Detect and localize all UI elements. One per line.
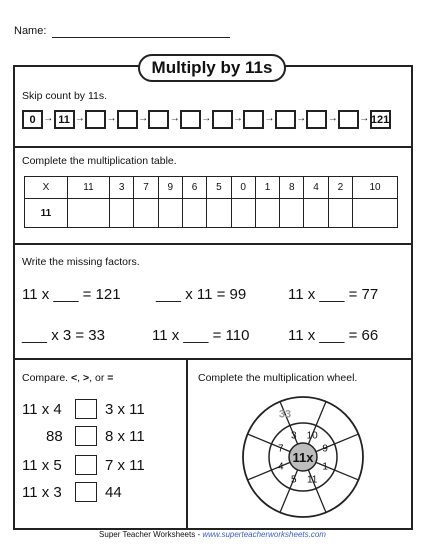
wheel-inner-number: 7 bbox=[278, 443, 284, 455]
skip-count-box: 0 bbox=[22, 110, 43, 129]
table-answer-cell[interactable] bbox=[158, 199, 182, 228]
table-header-cell: 9 bbox=[158, 177, 182, 199]
skip-count-box[interactable] bbox=[85, 110, 106, 129]
divider bbox=[186, 358, 188, 530]
compare-left: 11 x 4 bbox=[22, 401, 62, 418]
compare-instruction bbox=[22, 372, 113, 384]
table-header-cell: 10 bbox=[353, 177, 398, 199]
multiplication-table bbox=[24, 176, 398, 228]
worksheet-title: Multiply by 11s bbox=[138, 54, 286, 82]
equals-symbol: = bbox=[107, 372, 114, 384]
arrow-icon: → bbox=[138, 113, 149, 124]
compare-left: 88 bbox=[46, 428, 63, 445]
wheel-outer-answer[interactable]: 33 bbox=[278, 408, 292, 421]
wheel-spoke bbox=[248, 434, 290, 455]
table-header-cell: 11 bbox=[67, 177, 109, 199]
table-answer-cell[interactable] bbox=[231, 199, 255, 228]
table-answer-cell[interactable] bbox=[67, 199, 109, 228]
table-row-label: 11 bbox=[25, 199, 68, 228]
table-answer-cell[interactable] bbox=[280, 199, 304, 228]
skip-count-box[interactable] bbox=[275, 110, 296, 129]
wheel-inner-number: 9 bbox=[322, 443, 328, 455]
factor-problem[interactable]: 11 x ___ = 77 bbox=[288, 286, 379, 303]
footer-dash: - bbox=[195, 530, 203, 539]
table-answer-cell[interactable] bbox=[328, 199, 352, 228]
name-label: Name: bbox=[14, 25, 47, 37]
footer bbox=[0, 530, 425, 539]
missing-factors-instruction: Write the missing factors. bbox=[22, 256, 140, 268]
table-header-cell: 3 bbox=[110, 177, 134, 199]
table-header-cell: X bbox=[25, 177, 68, 199]
multiplication-wheel bbox=[241, 395, 365, 519]
separator: , bbox=[77, 372, 84, 384]
skip-count-box[interactable] bbox=[117, 110, 138, 129]
table-header-cell: 1 bbox=[255, 177, 279, 199]
skip-count-box: 121 bbox=[370, 110, 391, 129]
factor-problem[interactable]: ___ x 11 = 99 bbox=[156, 286, 247, 303]
compare-answer-box[interactable] bbox=[75, 455, 97, 475]
footer-url[interactable]: www.superteacherworksheets.com bbox=[202, 530, 326, 539]
arrow-icon: → bbox=[201, 113, 212, 124]
arrow-icon: → bbox=[359, 113, 370, 124]
wheel-spoke bbox=[248, 462, 290, 480]
table-header-row bbox=[25, 177, 398, 199]
skip-count-box: 11 bbox=[54, 110, 75, 129]
compare-right: 8 x 11 bbox=[105, 428, 145, 445]
name-line[interactable] bbox=[52, 37, 230, 38]
compare-instruction-text: Compare. bbox=[22, 372, 72, 384]
table-header-cell: 4 bbox=[304, 177, 328, 199]
table-answer-cell[interactable] bbox=[207, 199, 231, 228]
table-answer-row bbox=[25, 199, 398, 228]
table-answer-cell[interactable] bbox=[353, 199, 398, 228]
factor-problem[interactable]: 11 x ___ = 121 bbox=[22, 286, 121, 303]
wheel-outer-answers bbox=[279, 408, 291, 420]
compare-answer-box[interactable] bbox=[75, 399, 97, 419]
skip-count-box[interactable] bbox=[212, 110, 233, 129]
table-answer-cell[interactable] bbox=[304, 199, 328, 228]
compare-left: 11 x 3 bbox=[22, 484, 62, 501]
wheel-instruction: Complete the multiplication wheel. bbox=[198, 372, 358, 384]
table-answer-cell[interactable] bbox=[182, 199, 206, 228]
skip-count-box[interactable] bbox=[338, 110, 359, 129]
table-header-cell: 8 bbox=[280, 177, 304, 199]
wheel-inner-number: 4 bbox=[278, 461, 284, 473]
arrow-icon: → bbox=[232, 113, 243, 124]
table-header-cell: 0 bbox=[231, 177, 255, 199]
wheel-inner-number: 10 bbox=[306, 430, 318, 442]
wheel-center-label: 11x bbox=[292, 450, 314, 465]
arrow-icon: → bbox=[264, 113, 275, 124]
divider bbox=[13, 358, 413, 360]
wheel-inner-number: 11 bbox=[306, 474, 318, 486]
divider bbox=[13, 146, 413, 148]
arrow-icon: → bbox=[74, 113, 85, 124]
greater-than-symbol: > bbox=[83, 372, 90, 384]
table-header-cell: 2 bbox=[328, 177, 352, 199]
arrow-icon: → bbox=[327, 113, 338, 124]
table-answer-cell[interactable] bbox=[134, 199, 158, 228]
table-header-cell: 5 bbox=[207, 177, 231, 199]
separator: , or bbox=[89, 372, 108, 384]
table-header-cell: 6 bbox=[182, 177, 206, 199]
skip-count-box[interactable] bbox=[243, 110, 264, 129]
compare-left: 11 x 5 bbox=[22, 457, 62, 474]
arrow-icon: → bbox=[43, 113, 54, 124]
compare-answer-box[interactable] bbox=[75, 426, 97, 446]
factor-problem[interactable]: ___ x 3 = 33 bbox=[22, 327, 105, 344]
factor-problem[interactable]: 11 x ___ = 66 bbox=[288, 327, 379, 344]
table-header-cell: 7 bbox=[134, 177, 158, 199]
skip-count-box[interactable] bbox=[180, 110, 201, 129]
wheel-inner-number: 1 bbox=[322, 461, 328, 473]
skip-count-instruction: Skip count by 11s. bbox=[22, 90, 108, 102]
wheel-inner-number: 3 bbox=[291, 430, 297, 442]
table-answer-cell[interactable] bbox=[110, 199, 134, 228]
arrow-icon: → bbox=[296, 113, 307, 124]
compare-right: 3 x 11 bbox=[105, 401, 145, 418]
table-answer-cell[interactable] bbox=[255, 199, 279, 228]
arrow-icon: → bbox=[169, 113, 180, 124]
footer-site: Super Teacher Worksheets bbox=[99, 530, 196, 539]
less-than-symbol: < bbox=[71, 372, 78, 384]
divider bbox=[13, 243, 413, 245]
skip-count-box[interactable] bbox=[148, 110, 169, 129]
compare-right: 7 x 11 bbox=[105, 457, 145, 474]
wheel-inner-number: 5 bbox=[291, 474, 297, 486]
compare-right: 44 bbox=[105, 484, 122, 501]
mult-table-instruction: Complete the multiplication table. bbox=[22, 155, 177, 167]
compare-answer-box[interactable] bbox=[75, 482, 97, 502]
skip-count-box[interactable] bbox=[306, 110, 327, 129]
factor-problem[interactable]: 11 x ___ = 110 bbox=[152, 327, 250, 344]
arrow-icon: → bbox=[106, 113, 117, 124]
